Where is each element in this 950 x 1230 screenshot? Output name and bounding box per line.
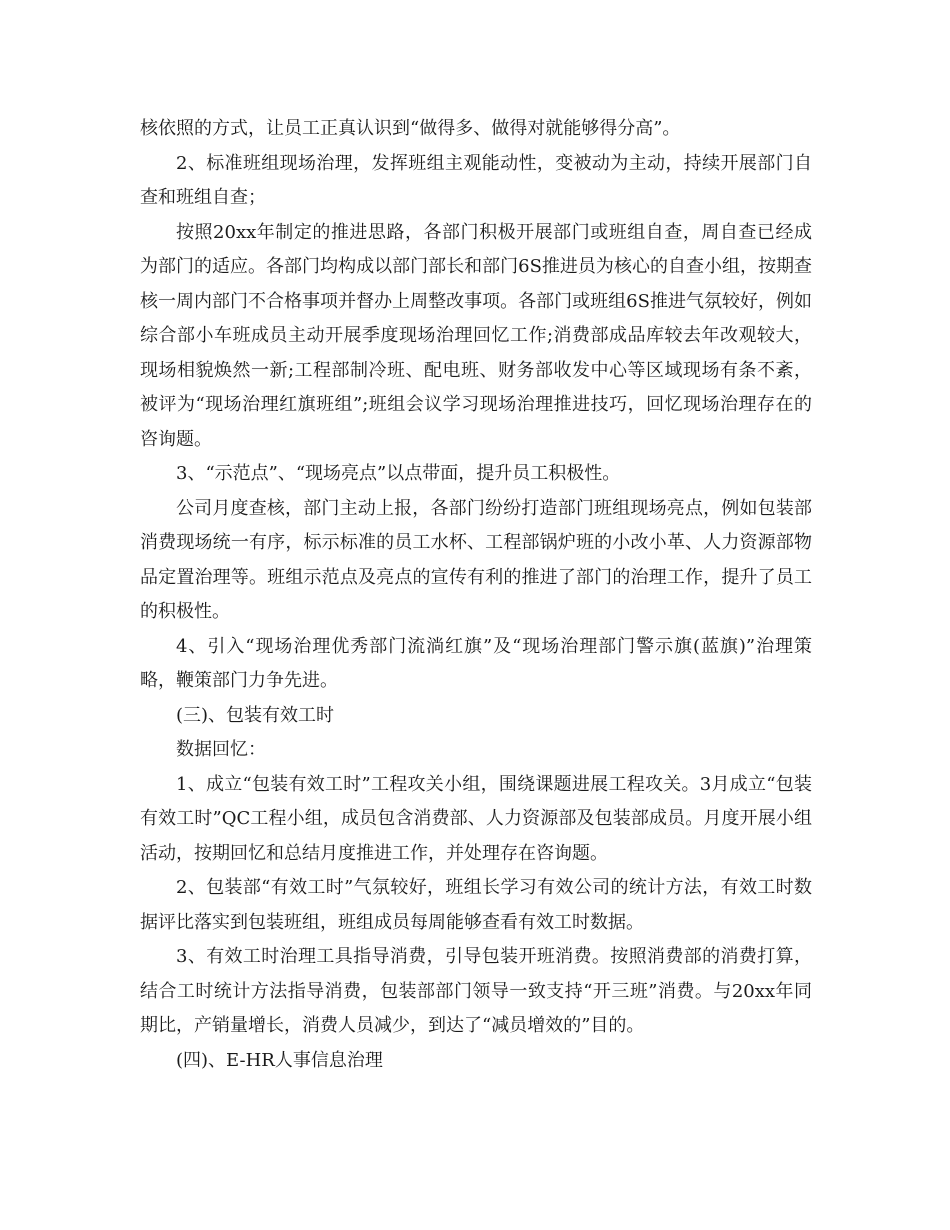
paragraph-item-2-standardize-team: 2、标准班组现场治理，发挥班组主观能动性，变被动为主动，持续开展部门自查和班组自查；	[140, 152, 812, 208]
paragraph-item-3-demo-points: 3、“示范点”、“现场亮点”以点带面，提升员工积极性。	[176, 463, 621, 484]
paragraph-item-4-red-flag: 4、引入“现场治理优秀部门流淌红旗”及“现场治理部门警示旗(蓝旗)”治理策略，鞭策部门力争先进。	[140, 635, 812, 691]
paragraph-item-3-tools-guide: 3、有效工时治理工具指导消费，引导包装开班消费。按照消费部的消费打算，结合工时统计方法指导消费，包装部部门领导一致支持“开三班”消费。与20xx年同期比，产销量增长，消费人员减少，到达了“减员增效的”目的。	[140, 946, 812, 1036]
subheading-data-review: 数据回忆：	[176, 739, 266, 760]
paragraph-continuation: 核依照的方式，让员工正真认识到“做得多、做得对就能够得分高”。	[140, 118, 681, 139]
section-heading-ehr: (四)、E-HR人事信息治理	[176, 1049, 383, 1071]
section-heading-packaging-hours: (三)、包装有效工时	[176, 704, 335, 726]
document-body	[140, 112, 812, 1078]
paragraph-self-inspection: 按照20xx年制定的推进思路，各部门积极开展部门或班组自查，周自查已经成为部门的适应。各部门均构成以部门部长和部门6S推进员为核心的自查小组，按期查核一周内部门不合格事项并督办上周整改事项。各部门或班组6S推进气氛较好，例如综合部小车班成员主动开展季度现场治理回忆工作;消费部成品库较去年改观较大，现场相貌焕然一新;工程部制冷班、配电班、财务部收发中心等区域现场有条不紊，被评为“现场治理红旗班组”;班组会议学习现场治理推进技巧，回忆现场治理存在的咨询题。	[140, 221, 812, 450]
paragraph-item-2-packaging-atmosphere: 2、包装部“有效工时”气氛较好，班组长学习有效公司的统计方法，有效工时数据评比落实到包装班组，班组成员每周能够查看有效工时数据。	[140, 877, 812, 933]
paragraph-monthly-inspection: 公司月度查核，部门主动上报，各部门纷纷打造部门班组现场亮点，例如包装部消费现场统一有序，标示标准的员工水杯、工程部锅炉班的小改小革、人力资源部物品定置治理等。班组示范点及亮点的宣传有利的推进了部门的治理工作，提升了员工的积极性。	[140, 497, 812, 622]
paragraph-item-1-project-team: 1、成立“包装有效工时”工程攻关小组，围绕课题进展工程攻关。3月成立“包装有效工时”QC工程小组，成员包含消费部、人力资源部及包装部成员。月度开展小组活动，按期回忆和总结月度推进工作，并处理存在咨询题。	[140, 773, 812, 864]
